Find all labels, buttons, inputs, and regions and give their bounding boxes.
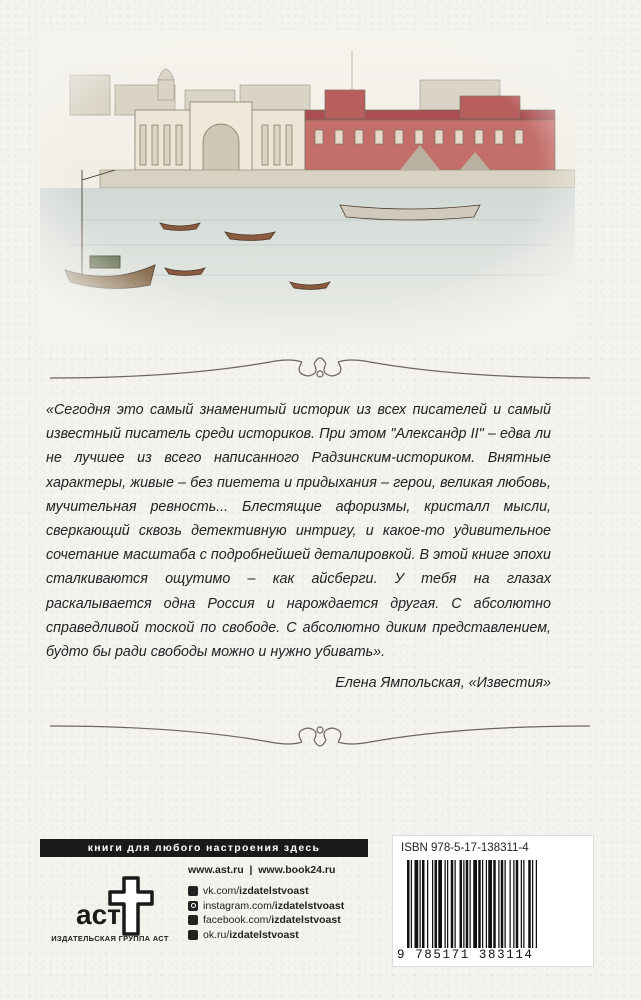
barcode-digits: 9 785171 383114 — [397, 948, 534, 962]
barcode — [403, 860, 583, 948]
publisher-tagline: книги для любого настроения здесь — [40, 839, 368, 857]
ok-icon — [188, 930, 198, 940]
social-link-instagram[interactable]: instagram.com/ izdatelstvoast — [188, 899, 344, 914]
social-link-ok[interactable]: ok.ru/ izdatelstvoast — [188, 928, 344, 943]
review-attribution: Елена Ямпольская, «Известия» — [335, 675, 551, 691]
instagram-icon — [188, 901, 198, 911]
review-quote — [46, 398, 551, 664]
facebook-icon — [188, 915, 198, 925]
top-ornament — [40, 348, 600, 388]
publisher-websites[interactable]: www.ast.ru | www.book24.ru — [188, 864, 336, 876]
isbn-box — [392, 835, 594, 967]
bottom-ornament — [40, 716, 600, 756]
social-links — [188, 884, 344, 942]
social-link-vk[interactable]: vk.com/ izdatelstvoast — [188, 884, 344, 899]
publisher-name: ИЗДАТЕЛЬСКАЯ ГРУППА АСТ — [51, 934, 169, 943]
publisher-logo — [72, 872, 172, 940]
isbn-label: ISBN 978-5-17-138311-4 — [401, 842, 529, 854]
social-link-facebook[interactable]: facebook.com/ izdatelstvoast — [188, 913, 344, 928]
review-quote-text: «Сегодня это самый знаменитый историк из всех писателей и самый известный писатель среди историков. При этом "Александр II" – едва ли не лучшее из всего написанного Радзинским-историком. Внятные характеры, живые – без пиетета и придыхания – герои, великая любовь, мучительная ревность... Блестящие афоризмы, кристалл мысли, сверкающий сквозь детективную интригу, и какое-то удивительное сочетание масштаба с подробнейшей деталировкой. В этой книге эпохи сталкиваются ощутимо – как айсберги. У тебя на глазах раскалывается одна Россия и нарождается другая. С абсолютно справедливой тоской по свободе. С абсолютно диким представлением, будто бы ради свободы можно и нужно убивать». — [46, 402, 551, 661]
city-illustration — [40, 30, 575, 345]
vk-icon — [188, 886, 198, 896]
publisher-logo-text: аст — [76, 899, 121, 930]
